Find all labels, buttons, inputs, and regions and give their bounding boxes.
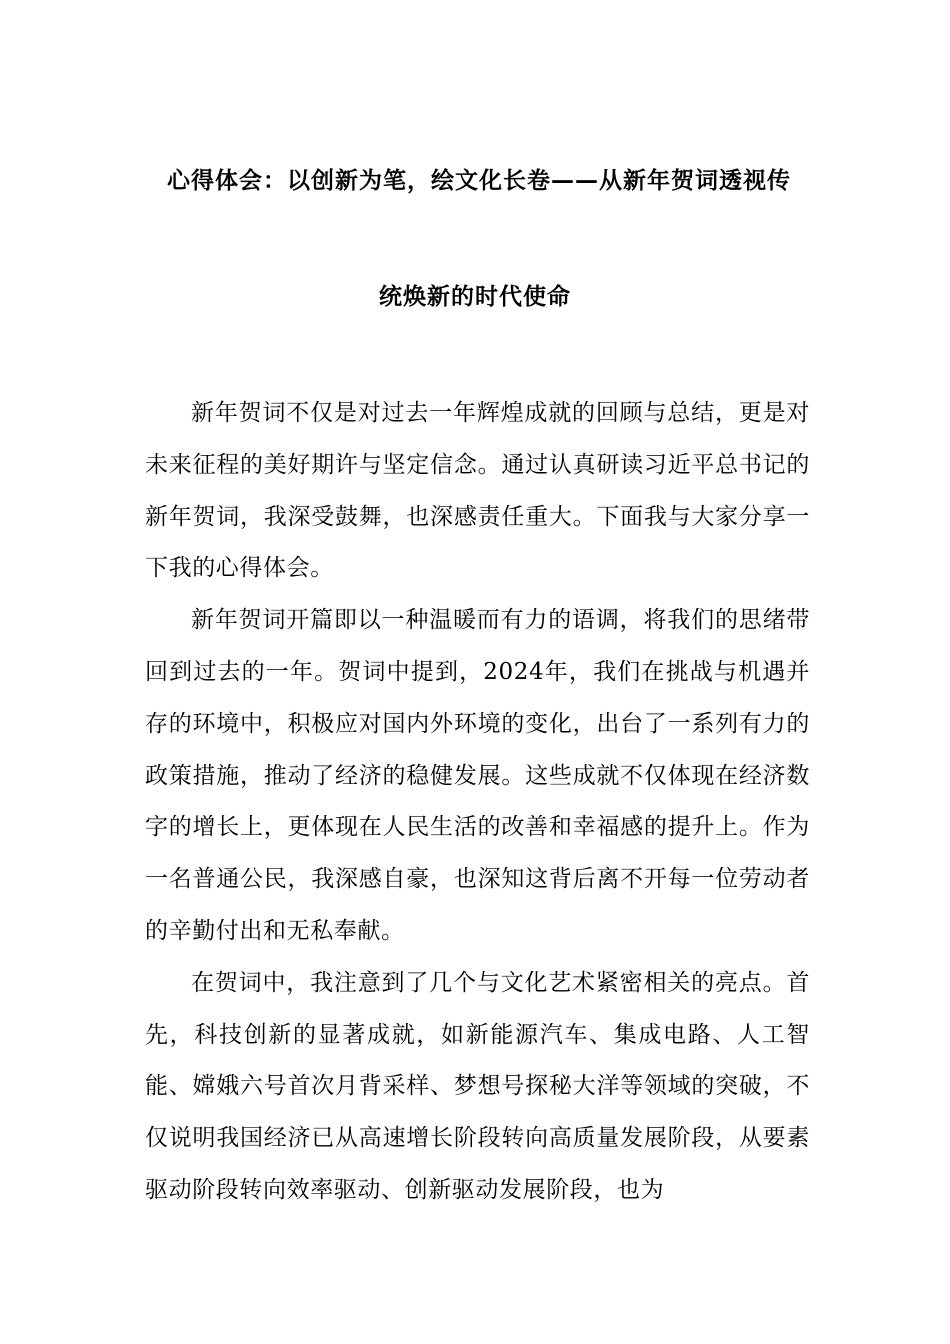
document-body	[145, 388, 810, 1217]
paragraph-3: 在贺词中，我注意到了几个与文化艺术紧密相关的亮点。首先，科技创新的显著成就，如新能源汽车、集成电路、人工智能、嫦娥六号首次月背采样、梦想号探秘大洋等领域的突破，不仅说明我国经济已从高速增长阶段转向高质量发展阶段，从要素驱动阶段转向效率驱动、创新驱动发展阶段，也为	[145, 969, 810, 1203]
document-title-line-2: 统焕新的时代使命	[379, 284, 571, 310]
document-title-line-1: 心得体会：以创新为笔，绘文化长卷——从新年贺词透视传	[167, 168, 791, 194]
paragraph-2: 新年贺词开篇即以一种温暖而有力的语调，将我们的思绪带回到过去的一年。贺词中提到，2024年，我们在挑战与机遇并存的环境中，积极应对国内外环境的变化，出台了一系列有力的政策措施，推动了经济的稳健发展。这些成就不仅体现在经济数字的增长上，更体现在人民生活的改善和幸福感的提升上。作为一名普通公民，我深感自豪，也深知这背后离不开每一位劳动者的辛勤付出和无私奉献。	[145, 607, 810, 944]
paragraph-1: 新年贺词不仅是对过去一年辉煌成就的回顾与总结，更是对未来征程的美好期许与坚定信念。通过认真研读习近平总书记的新年贺词，我深受鼓舞，也深感责任重大。下面我与大家分享一下我的心得体会。	[145, 400, 810, 582]
